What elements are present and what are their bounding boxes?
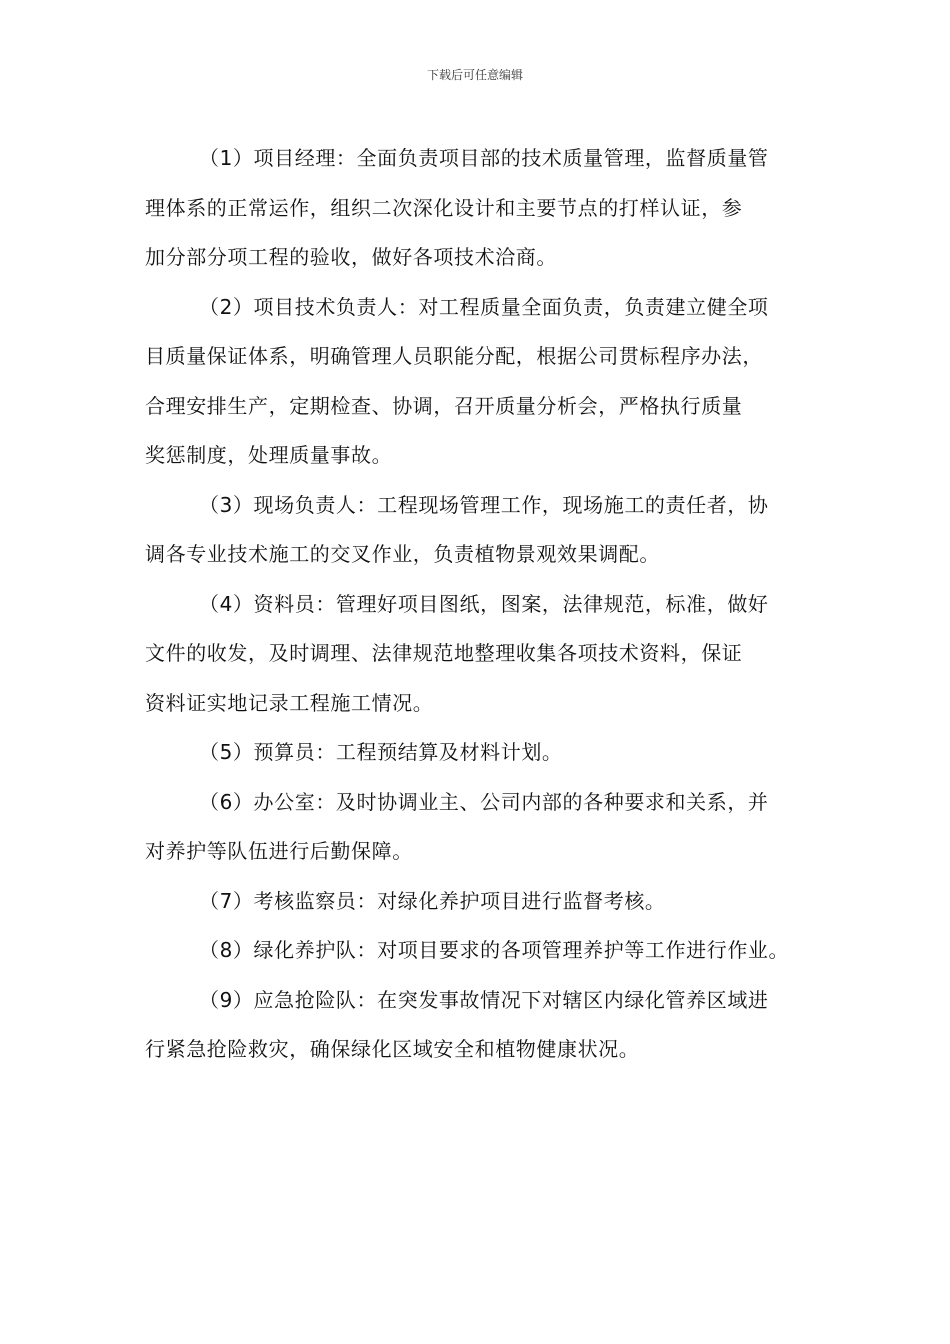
paragraph-4 xyxy=(145,580,817,729)
paragraph-line: （1）项目经理：全面负责项目部的技术质量管理，监督质量管 xyxy=(199,146,769,170)
page-header xyxy=(0,66,950,83)
paragraph-line: （9）应急抢险队：在突发事故情况下对辖区内绿化管养区域进 xyxy=(199,987,769,1012)
paragraph-line: 目质量保证体系，明确管理人员职能分配，根据公司贯标程序办法， xyxy=(145,344,763,368)
paragraph-line: 奖惩制度，处理质量事故。 xyxy=(145,443,393,467)
paragraph-6 xyxy=(145,778,817,877)
paragraph-line: （6）办公室：及时协调业主、公司内部的各种要求和关系，并 xyxy=(199,789,769,814)
header-text: 下载后可任意编辑 xyxy=(426,68,523,82)
paragraph-line: （8）绿化养护队：对项目要求的各项管理养护等工作进行作业。 xyxy=(199,938,790,962)
paragraph-5 xyxy=(145,728,817,778)
paragraph-line: （2）项目技术负责人：对工程质量全面负责，负责建立健全项 xyxy=(199,294,769,319)
paragraph-line: （4）资料员：管理好项目图纸，图案，法律规范，标准，做好 xyxy=(199,591,769,616)
paragraph-line: （7）考核监察员：对绿化养护项目进行监督考核。 xyxy=(199,888,666,913)
paragraph-line: 行紧急抢险救灾，确保绿化区域安全和植物健康状况。 xyxy=(145,1037,640,1061)
paragraph-3 xyxy=(145,481,817,580)
paragraph-7 xyxy=(145,877,817,927)
paragraph-line: 理体系的正常运作，组织二次深化设计和主要节点的打样认证，参 xyxy=(145,195,743,220)
paragraph-line: （5）预算员：工程预结算及材料计划。 xyxy=(199,740,563,764)
paragraph-line: 加分部分项工程的验收，做好各项技术洽商。 xyxy=(145,245,557,269)
paragraph-9 xyxy=(145,976,817,1075)
paragraph-line: 资料证实地记录工程施工情况。 xyxy=(145,690,434,715)
paragraph-line: 调各专业技术施工的交叉作业，负责植物景观效果调配。 xyxy=(145,542,660,566)
paragraph-8 xyxy=(145,926,817,976)
paragraph-line: 文件的收发，及时调理、法律规范地整理收集各项技术资料，保证 xyxy=(145,641,743,665)
paragraph-line: 对养护等队伍进行后勤保障。 xyxy=(145,839,413,863)
paragraph-line: 合理安排生产，定期检查、协调，召开质量分析会，严格执行质量 xyxy=(145,393,743,418)
paragraph-line: （3）现场负责人：工程现场管理工作，现场施工的责任者，协 xyxy=(199,492,769,517)
document-body xyxy=(145,134,817,1075)
paragraph-2 xyxy=(145,283,817,481)
paragraph-1 xyxy=(145,134,817,283)
